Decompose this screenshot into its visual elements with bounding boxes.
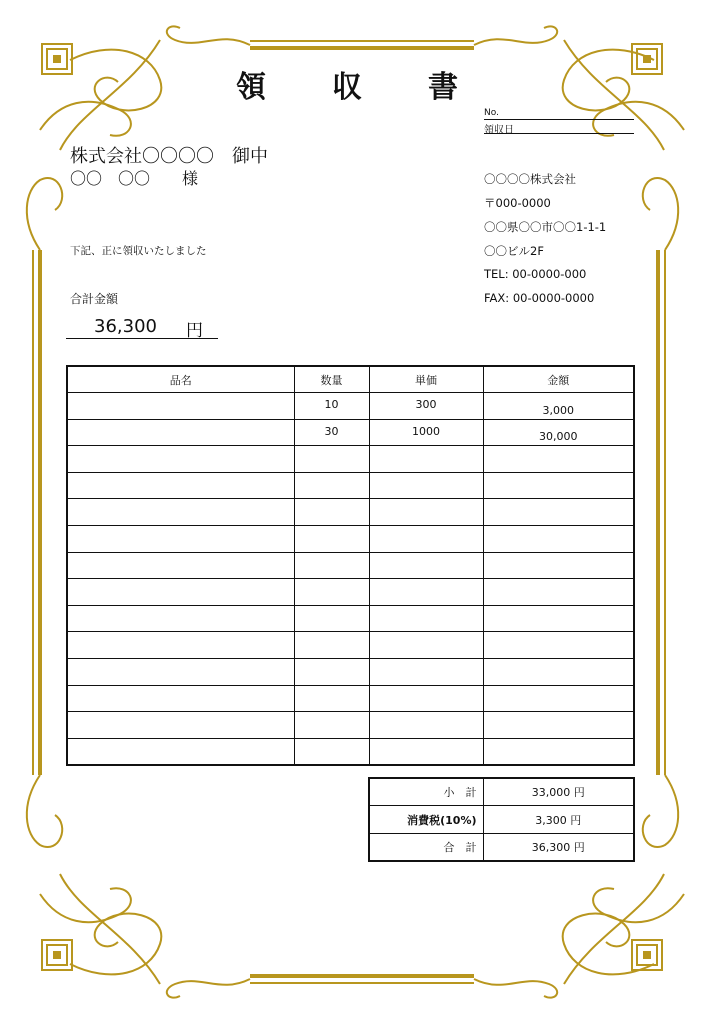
amount-cell	[483, 472, 634, 499]
items-header-row	[67, 366, 634, 393]
quantity-cell	[294, 579, 369, 606]
quantity-cell	[294, 632, 369, 659]
amount-cell	[483, 632, 634, 659]
subtotal-label: 小 計	[369, 778, 483, 806]
unit-price-cell	[369, 659, 483, 686]
grand-total-label: 合 計	[369, 833, 483, 861]
item-name-cell	[67, 659, 294, 686]
table-row	[67, 446, 634, 473]
total-amount-currency: 円	[186, 321, 203, 341]
recipient-person: 〇〇 〇〇 様	[70, 169, 199, 188]
amount-cell	[483, 685, 634, 712]
amount-cell	[483, 659, 634, 686]
table-row	[67, 738, 634, 765]
table-row	[67, 685, 634, 712]
item-name-cell	[67, 632, 294, 659]
grand-total-value: 36,300 円	[483, 833, 634, 861]
quantity-cell	[294, 659, 369, 686]
item-name-cell	[67, 579, 294, 606]
quantity-cell	[294, 526, 369, 553]
item-name-cell	[67, 712, 294, 739]
page-title	[236, 62, 524, 106]
item-name-cell	[67, 738, 294, 765]
item-name-cell	[67, 526, 294, 553]
total-amount-value: 36,300	[94, 316, 157, 337]
table-row	[67, 632, 634, 659]
header-unit-price: 単価	[369, 366, 483, 393]
unit-price-cell: 300	[369, 393, 483, 420]
summary-row-subtotal	[369, 778, 634, 806]
title-char: 収	[332, 70, 362, 105]
table-row	[67, 659, 634, 686]
item-name-cell	[67, 499, 294, 526]
unit-price-cell	[369, 685, 483, 712]
tax-label: 消費税(10%)	[369, 806, 483, 834]
amount-cell	[483, 526, 634, 553]
unit-price-cell	[369, 552, 483, 579]
unit-price-cell	[369, 579, 483, 606]
title-char: 領	[236, 70, 266, 105]
table-row	[67, 552, 634, 579]
quantity-cell	[294, 605, 369, 632]
quantity-cell: 30	[294, 419, 369, 446]
issuer-fax: FAX: 00-0000-0000	[484, 291, 595, 305]
amount-cell	[483, 712, 634, 739]
issuer-company: 〇〇〇〇株式会社	[484, 172, 576, 186]
total-amount-label: 合計金額	[70, 292, 119, 306]
item-name-cell	[67, 605, 294, 632]
unit-price-cell	[369, 632, 483, 659]
quantity-cell	[294, 446, 369, 473]
header-quantity: 数量	[294, 366, 369, 393]
amount-cell: 30,000	[483, 419, 634, 446]
summary-row-total	[369, 833, 634, 861]
quantity-cell	[294, 472, 369, 499]
amount-cell	[483, 499, 634, 526]
recipient-company: 株式会社〇〇〇〇 御中	[70, 146, 268, 167]
issuer-postal: 〒000-0000	[484, 196, 551, 210]
amount-cell	[483, 605, 634, 632]
amount-cell	[483, 738, 634, 765]
table-row	[67, 472, 634, 499]
item-name-cell	[67, 552, 294, 579]
receipt-number-line	[484, 119, 634, 120]
issuer-building: 〇〇ビル2F	[484, 244, 544, 258]
items-table	[66, 365, 635, 766]
item-name-cell	[67, 472, 294, 499]
table-row	[67, 605, 634, 632]
amount-cell	[483, 552, 634, 579]
issuer-tel: TEL: 00-0000-000	[484, 267, 587, 281]
amount-cell	[483, 446, 634, 473]
item-name-cell	[67, 393, 294, 420]
receipt-message: 下記、正に領収いたしました	[70, 245, 207, 257]
quantity-cell	[294, 685, 369, 712]
summary-table	[368, 777, 635, 862]
table-row	[67, 419, 634, 446]
unit-price-cell	[369, 712, 483, 739]
item-name-cell	[67, 419, 294, 446]
amount-cell	[483, 579, 634, 606]
table-row	[67, 499, 634, 526]
summary-row-tax	[369, 806, 634, 834]
title-char: 書	[428, 70, 458, 105]
receipt-number-label: No.	[484, 108, 499, 118]
quantity-cell	[294, 712, 369, 739]
quantity-cell	[294, 738, 369, 765]
unit-price-cell	[369, 738, 483, 765]
quantity-cell	[294, 499, 369, 526]
header-item-name: 品名	[67, 366, 294, 393]
unit-price-cell	[369, 499, 483, 526]
quantity-cell	[294, 552, 369, 579]
quantity-cell: 10	[294, 393, 369, 420]
table-row	[67, 393, 634, 420]
issuer-address: 〇〇県〇〇市〇〇1-1-1	[484, 220, 607, 234]
unit-price-cell	[369, 605, 483, 632]
subtotal-value: 33,000 円	[483, 778, 634, 806]
item-name-cell	[67, 446, 294, 473]
receipt-date-line	[484, 133, 634, 134]
total-amount-underline	[66, 338, 218, 339]
amount-cell: 3,000	[483, 393, 634, 420]
receipt-date-label: 領収日	[484, 125, 514, 136]
table-row	[67, 712, 634, 739]
unit-price-cell	[369, 446, 483, 473]
tax-value: 3,300 円	[483, 806, 634, 834]
header-amount: 金額	[483, 366, 634, 393]
unit-price-cell	[369, 526, 483, 553]
unit-price-cell	[369, 472, 483, 499]
item-name-cell	[67, 685, 294, 712]
table-row	[67, 526, 634, 553]
table-row	[67, 579, 634, 606]
unit-price-cell: 1000	[369, 419, 483, 446]
